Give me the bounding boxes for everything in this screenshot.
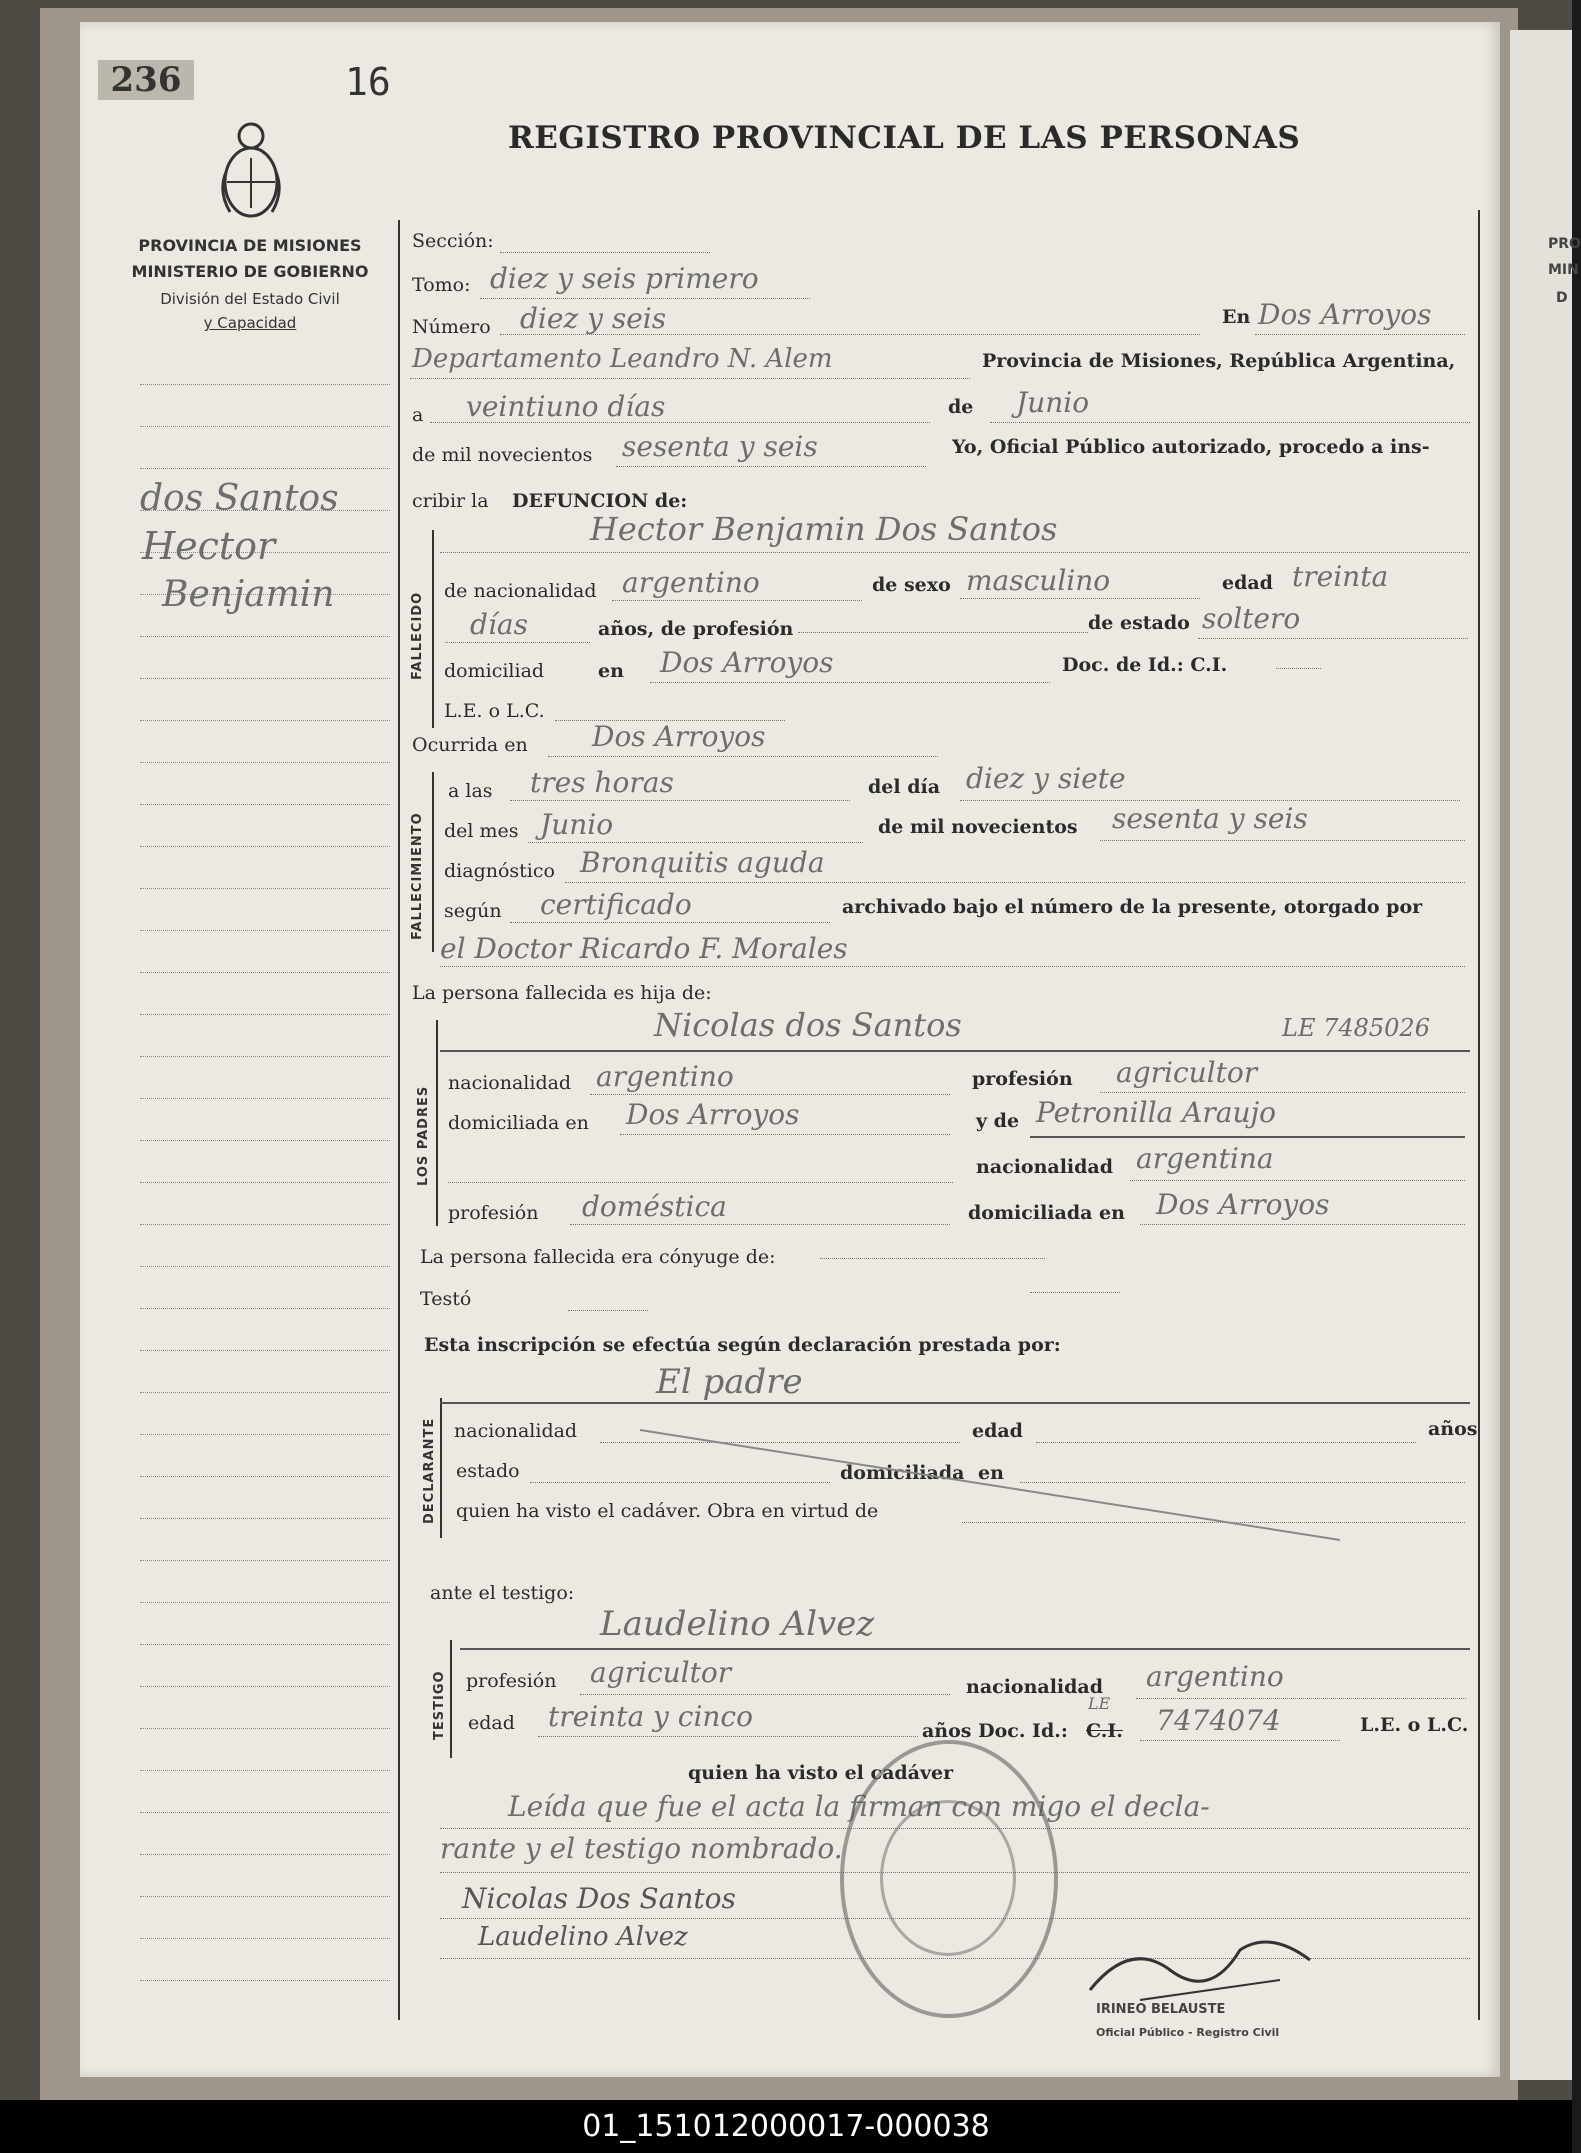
margin-rule [140, 1728, 390, 1729]
edad-value: treinta [1292, 560, 1389, 593]
archivado-label: archivado bajo el número de la presente, otorgado por [842, 896, 1423, 918]
margin-rule [140, 846, 390, 847]
estado-label: de estado [1088, 612, 1190, 634]
padres-prof-value: agricultor [1116, 1056, 1258, 1089]
padres-dom-value: Dos Arroyos [626, 1098, 800, 1131]
decl-en-label: en [978, 1462, 1004, 1484]
declaracion-label: Esta inscripción se efectúa según declaración prestada por: [424, 1334, 1061, 1356]
testigo-name: Laudelino Alvez [600, 1604, 875, 1644]
margin-name: dos Santos [140, 478, 339, 519]
field-line [650, 682, 1050, 683]
ocurrida-value: Dos Arroyos [592, 720, 766, 753]
margin-rule [140, 1266, 390, 1267]
margin-rule [140, 1140, 390, 1141]
margin-rule [140, 1014, 390, 1015]
section-bracket [450, 1640, 452, 1758]
test-nac-value: argentino [1146, 1660, 1284, 1693]
test-le-lc-label: L.E. o L.C. [1360, 1714, 1469, 1736]
mes-value: Junio [1016, 386, 1090, 419]
margin-rule [140, 930, 390, 931]
field-line [1140, 1740, 1340, 1741]
diagnostico-label: diagnóstico [444, 860, 555, 882]
coat-of-arms-icon [218, 112, 284, 232]
del-mes-label: del mes [444, 820, 519, 842]
division-label: y Capacidad [203, 314, 297, 332]
nacionalidad-label: de nacionalidad [444, 580, 597, 602]
test-doc-value: 7474074 [1156, 1704, 1281, 1737]
margin-rule [140, 1476, 390, 1477]
section-bracket [432, 772, 434, 952]
a-label: a [412, 404, 424, 426]
next-page-text: MIN [1548, 262, 1579, 278]
province-label: PROVINCIA DE MISIONES [138, 236, 362, 255]
margin-rule [140, 1938, 390, 1939]
test-ci-label: C.I. [1086, 1720, 1123, 1742]
madre-prof-value: doméstica [582, 1190, 727, 1223]
test-edad-label: edad [468, 1712, 515, 1734]
field-line [798, 632, 1088, 633]
le-lc-label: L.E. o L.C. [444, 700, 545, 722]
decl-anios-label: años [1428, 1418, 1478, 1440]
field-line [538, 1736, 918, 1737]
padres-nac-value: argentino [596, 1060, 734, 1093]
signature-declarante: Nicolas Dos Santos [462, 1882, 736, 1915]
section-bracket [440, 1398, 442, 1538]
next-page-text: D [1556, 290, 1568, 306]
testo-label: Testó [420, 1288, 472, 1310]
field-line [440, 966, 1465, 967]
field-line [1198, 638, 1468, 639]
field-line [440, 552, 1470, 553]
margin-rule [140, 888, 390, 889]
section-label-fallecimiento: FALLECIMIENTO [410, 812, 425, 940]
numero-value: diez y seis [520, 302, 667, 335]
conyuge-label: La persona fallecida era cónyuge de: [420, 1246, 776, 1268]
field-line [565, 882, 1465, 883]
field-line [548, 756, 938, 757]
departamento-value: Departamento Leandro N. Alem [412, 344, 833, 374]
test-nac-label: nacionalidad [966, 1676, 1104, 1698]
field-line [1276, 668, 1321, 669]
margin-rule [140, 762, 390, 763]
field-line [580, 1694, 950, 1695]
official-name: IRINEO BELAUSTE [1096, 2002, 1226, 2017]
en-label: en [598, 660, 624, 682]
field-line [960, 598, 1200, 599]
field-line [612, 600, 862, 601]
margin-rule [140, 972, 390, 973]
test-doc-label: años Doc. Id.: [922, 1720, 1068, 1742]
cribir-label: cribir la [412, 490, 489, 512]
madre-nac-value: argentina [1136, 1142, 1274, 1175]
field-line [568, 1310, 648, 1311]
padres-nac-label: nacionalidad [448, 1072, 572, 1094]
declarante-value: El padre [656, 1362, 803, 1402]
section-bracket [432, 530, 434, 728]
seal-emblem-icon [880, 1800, 1016, 1956]
decl-cadaver-label: quien ha visto el cadáver. Obra en virtud de [456, 1500, 879, 1522]
estado-value: soltero [1202, 602, 1301, 635]
tomo-label: Tomo: [412, 274, 471, 296]
margin-rule [140, 1224, 390, 1225]
margin-rule [140, 1392, 390, 1393]
field-line [440, 1402, 1470, 1404]
margin-rule [140, 1098, 390, 1099]
margin-rule [140, 1434, 390, 1435]
field-line [616, 466, 926, 467]
test-cadaver-label: quien ha visto el cadáver [688, 1762, 954, 1784]
y-de-label: y de [976, 1110, 1020, 1132]
a-las-label: a las [448, 780, 493, 802]
field-line [448, 1182, 953, 1183]
en-label: En [1222, 306, 1251, 328]
padres-prof-label: profesión [972, 1068, 1073, 1090]
division-label: División del Estado Civil [160, 290, 340, 308]
field-line [620, 1134, 950, 1135]
margin-rule [140, 384, 390, 385]
field-line [1136, 1698, 1466, 1699]
de-label: de [948, 396, 974, 418]
field-line [460, 1648, 1470, 1650]
decl-edad-label: edad [972, 1420, 1023, 1442]
doctor-value: el Doctor Ricardo F. Morales [440, 932, 848, 965]
madre-nac-label: nacionalidad [976, 1156, 1114, 1178]
anio-value: sesenta y seis [622, 430, 818, 463]
field-line [1255, 334, 1465, 335]
margin-name: Benjamin [162, 574, 335, 615]
margin-rule [140, 678, 390, 679]
test-prof-value: agricultor [590, 1656, 732, 1689]
field-line [528, 842, 863, 843]
image-caption: 01_151012000017-000038 [582, 2109, 990, 2144]
madre-prof-label: profesión [448, 1202, 539, 1224]
test-edad-value: treinta y cinco [548, 1700, 753, 1733]
field-line [480, 298, 810, 299]
field-line [1030, 1292, 1120, 1293]
domicilio-value: Dos Arroyos [660, 646, 834, 679]
section-label-fallecido: FALLECIDO [410, 591, 425, 680]
stamp-number: 236 [98, 60, 194, 100]
defuncion-label: DEFUNCION de: [512, 490, 688, 512]
page-number: 16 [345, 60, 391, 104]
field-line [510, 800, 850, 801]
test-le-mark: LE [1088, 1694, 1111, 1713]
margin-rule [140, 1182, 390, 1183]
margin-rule [140, 804, 390, 805]
margin-rule [140, 720, 390, 721]
margin-rule [140, 1308, 390, 1309]
page-title: REGISTRO PROVINCIAL DE LAS PERSONAS [508, 120, 1301, 156]
del-dia-value: diez y siete [966, 762, 1126, 795]
section-bracket [436, 1020, 438, 1226]
edad-label: edad [1222, 572, 1273, 594]
margin-rule [140, 468, 390, 469]
nacionalidad-value: argentino [622, 566, 760, 599]
madre-dom-value: Dos Arroyos [1156, 1188, 1330, 1221]
margin-rule [140, 1560, 390, 1561]
margin-rule [140, 1770, 390, 1771]
testigo-label: ante el testigo: [430, 1582, 575, 1604]
del-mes-value: Junio [540, 808, 614, 841]
numero-label: Número [412, 316, 491, 338]
margin-rule [140, 1812, 390, 1813]
official-signature-icon [1080, 1920, 1320, 2010]
field-line [510, 922, 830, 923]
field-line [1140, 1224, 1465, 1225]
field-line [820, 1258, 1045, 1259]
margin-rule [140, 1896, 390, 1897]
anio2-value: sesenta y seis [1112, 802, 1308, 835]
sexo-value: masculino [966, 564, 1111, 597]
ocurrida-label: Ocurrida en [412, 734, 528, 756]
strike-line [640, 1410, 1360, 1550]
field-line [990, 422, 1470, 423]
anios-profesion-label: años, de profesión [598, 618, 794, 640]
field-line [500, 252, 710, 253]
tomo-value: diez y seis primero [490, 262, 759, 295]
field-line [1100, 1092, 1465, 1093]
margin-rule [140, 1056, 390, 1057]
ministry-label: MINISTERIO DE GOBIERNO [131, 262, 369, 281]
field-line [570, 1224, 950, 1225]
signature-testigo: Laudelino Alvez [478, 1922, 688, 1952]
edad-unit: días [470, 608, 528, 641]
page-border [1478, 210, 1480, 2020]
decl-nac-label: nacionalidad [454, 1420, 578, 1442]
decl-dom-label: domiciliada [840, 1462, 965, 1484]
a-las-value: tres horas [530, 766, 674, 799]
next-page-text: PRO [1548, 236, 1581, 252]
segun-value: certificado [540, 888, 692, 921]
margin-rule [140, 1980, 390, 1981]
field-line [1100, 840, 1465, 841]
madre-dom-label: domiciliada en [968, 1202, 1125, 1224]
margin-rule [140, 426, 390, 427]
provincia-label: Provincia de Misiones, República Argentina, [982, 350, 1456, 372]
hija-label: La persona fallecida es hija de: [412, 982, 712, 1004]
section-label-testigo: TESTIGO [432, 1670, 447, 1740]
diagnostico-value: Bronquitis aguda [580, 846, 825, 879]
segun-label: según [444, 900, 502, 922]
margin-rule [140, 1854, 390, 1855]
dia-value: veintiuno días [466, 390, 666, 423]
field-line [1130, 1180, 1465, 1181]
sexo-label: de sexo [872, 574, 951, 596]
field-line [590, 1094, 950, 1095]
margin-rule [140, 1602, 390, 1603]
del-dia-label: del día [868, 776, 941, 798]
margin-rule [140, 636, 390, 637]
field-line [500, 334, 1200, 335]
field-line [410, 378, 970, 379]
field-line [1030, 1136, 1465, 1138]
test-prof-label: profesión [466, 1670, 557, 1692]
mil-label: de mil novecientos [878, 816, 1078, 838]
decl-estado-label: estado [456, 1460, 520, 1482]
fallecido-name: Hector Benjamin Dos Santos [590, 510, 1058, 548]
padres-dom-label: domiciliada en [448, 1112, 589, 1134]
next-page-edge [1510, 30, 1572, 2080]
field-line [445, 642, 590, 643]
domiciliado-label: domiciliad [444, 660, 545, 682]
doc-label: Doc. de Id.: C.I. [1062, 654, 1228, 676]
padre-name: Nicolas dos Santos [654, 1006, 962, 1044]
mil-label: de mil novecientos [412, 444, 593, 466]
column-divider [398, 220, 400, 2020]
margin-rule [140, 1350, 390, 1351]
section-label-padres: LOS PADRES [416, 1085, 431, 1186]
official-title: Oficial Público - Registro Civil [1096, 2026, 1280, 2039]
margin-name: Hector [142, 524, 276, 568]
en-value: Dos Arroyos [1258, 298, 1432, 331]
margin-rule [140, 1644, 390, 1645]
field-line [440, 1050, 1470, 1052]
padre-le: LE 7485026 [1282, 1014, 1430, 1042]
field-line [960, 800, 1460, 801]
closing-line: rante y el testigo nombrado. [440, 1832, 843, 1865]
margin-rule [140, 1686, 390, 1687]
closing-line: Leída que fue el acta la firman con migo el decla- [508, 1790, 1210, 1823]
madre-name: Petronilla Araujo [1036, 1096, 1277, 1129]
margin-rule [140, 1518, 390, 1519]
seccion-label: Sección: [412, 230, 494, 252]
section-label-declarante: DECLARANTE [422, 1417, 437, 1524]
field-line [430, 422, 930, 423]
yo-label: Yo, Oficial Público autorizado, procedo a ins- [952, 436, 1430, 458]
